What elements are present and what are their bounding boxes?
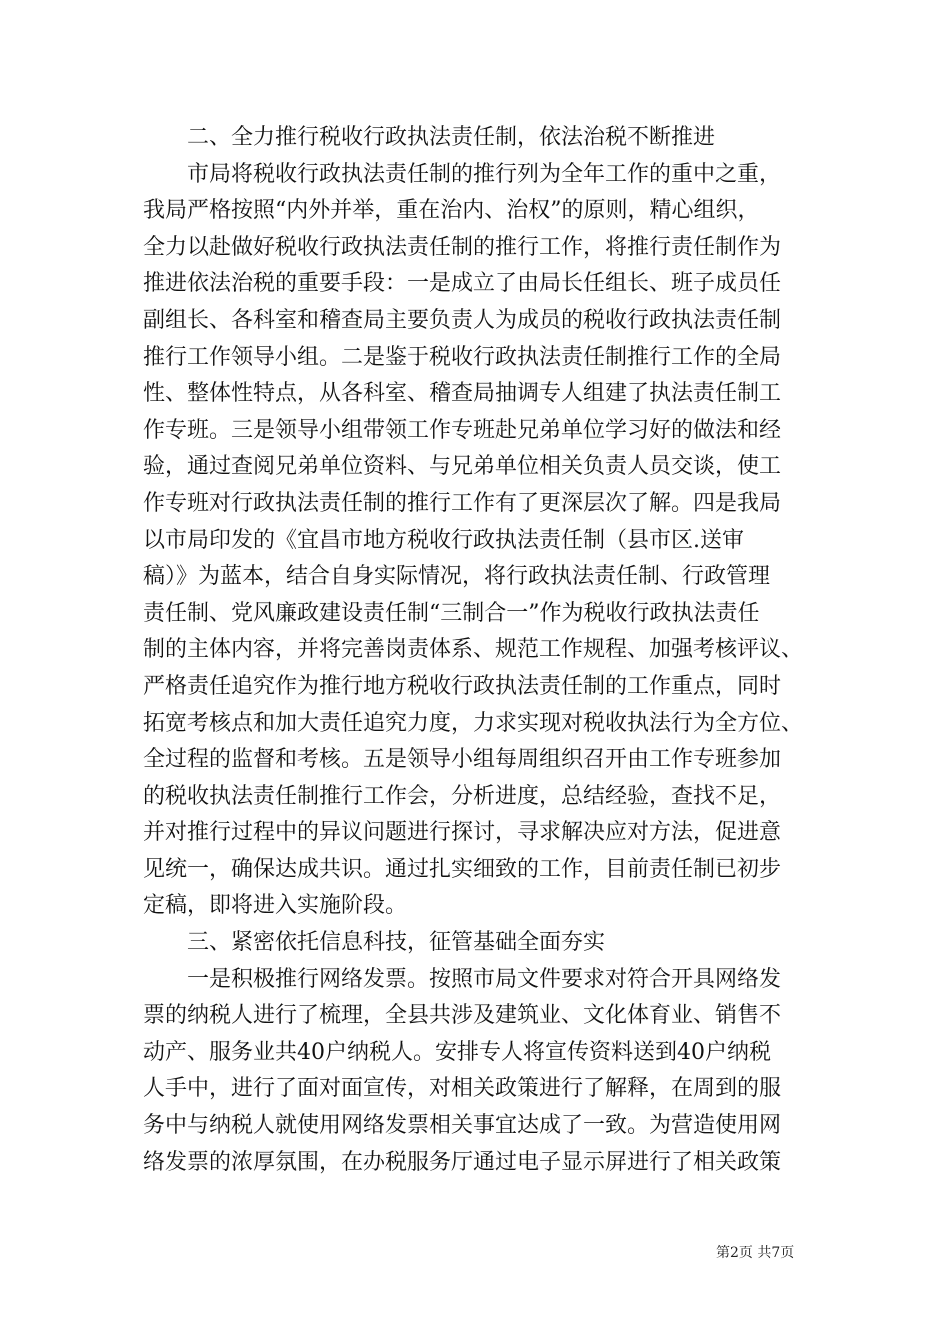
paragraph-line: 的税收执法责任制推行工作会，分析进度，总结经验，查找不足， — [143, 783, 782, 809]
paragraph-line: 推进依法治税的重要手段：一是成立了由局长任组长、班子成员任 — [143, 271, 782, 297]
paragraph-line: 以市局印发的《宜昌市地方税收行政执法责任制（县市区.送审 — [143, 527, 744, 553]
heading-section-three: 三、紧密依托信息科技，征管基础全面夯实 — [143, 930, 606, 956]
paragraph-line: 票的纳税人进行了梳理，全县共涉及建筑业、文化体育业、销售不 — [143, 1003, 782, 1029]
paragraph-line: 络发票的浓厚氛围，在办税服务厅通过电子显示屏进行了相关政策 — [143, 1149, 782, 1175]
paragraph-line: 拓宽考核点和加大责任追究力度，力求实现对税收执法行为全方位、 — [143, 710, 804, 736]
paragraph-line: 务中与纳税人就使用网络发票相关事宜达成了一致。为营造使用网 — [143, 1113, 782, 1139]
paragraph-line: 动产、服务业共40户纳税人。安排专人将宣传资料送到40户纳税 — [143, 1039, 771, 1065]
heading-section-two: 二、全力推行税收行政执法责任制，依法治税不断推进 — [143, 125, 716, 150]
paragraph-line: 一是积极推行网络发票。按照市局文件要求对符合开具网络发 — [143, 966, 782, 992]
document-body — [143, 120, 823, 1181]
paragraph-line: 市局将税收行政执法责任制的推行列为全年工作的重中之重， — [143, 161, 782, 187]
paragraph-line: 我局严格按照“内外并举，重在治内、治权”的原则，精心组织， — [143, 198, 760, 224]
paragraph-line: 稿）》为蓝本，结合自身实际情况，将行政执法责任制、行政管理 — [143, 564, 771, 590]
paragraph-line: 定稿，即将进入实施阶段。 — [143, 893, 408, 919]
paragraph-line: 验，通过查阅兄弟单位资料、与兄弟单位相关负责人员交谈，使工 — [143, 454, 782, 480]
paragraph-line: 性、整体性特点，从各科室、稽查局抽调专人组建了执法责任制工 — [143, 381, 782, 407]
page-number-footer: 第2页 共7页 — [716, 1245, 795, 1261]
paragraph-line: 见统一，确保达成共识。通过扎实细致的工作，目前责任制已初步 — [143, 856, 782, 882]
paragraph-line: 作专班。三是领导小组带领工作专班赴兄弟单位学习好的做法和经 — [143, 417, 782, 443]
paragraph-line: 推行工作领导小组。二是鉴于税收行政执法责任制推行工作的全局 — [143, 344, 782, 370]
paragraph-line: 副组长、各科室和稽查局主要负责人为成员的税收行政执法责任制 — [143, 307, 782, 333]
paragraph-line: 人手中，进行了面对面宣传，对相关政策进行了解释，在周到的服 — [143, 1076, 782, 1102]
paragraph-line: 并对推行过程中的异议问题进行探讨，寻求解决应对方法，促进意 — [143, 820, 782, 846]
paragraph-line: 全过程的监督和考核。五是领导小组每周组织召开由工作专班参加 — [143, 747, 782, 773]
paragraph-line: 制的主体内容，并将完善岗责体系、规范工作规程、加强考核评议、 — [143, 637, 804, 663]
paragraph-line: 责任制、党风廉政建设责任制“三制合一”作为税收行政执法责任 — [143, 600, 760, 626]
paragraph-line: 作专班对行政执法责任制的推行工作有了更深层次了解。四是我局 — [143, 490, 782, 516]
paragraph-line: 严格责任追究作为推行地方税收行政执法责任制的工作重点，同时 — [143, 673, 782, 699]
paragraph-line: 全力以赴做好税收行政执法责任制的推行工作，将推行责任制作为 — [143, 234, 782, 260]
